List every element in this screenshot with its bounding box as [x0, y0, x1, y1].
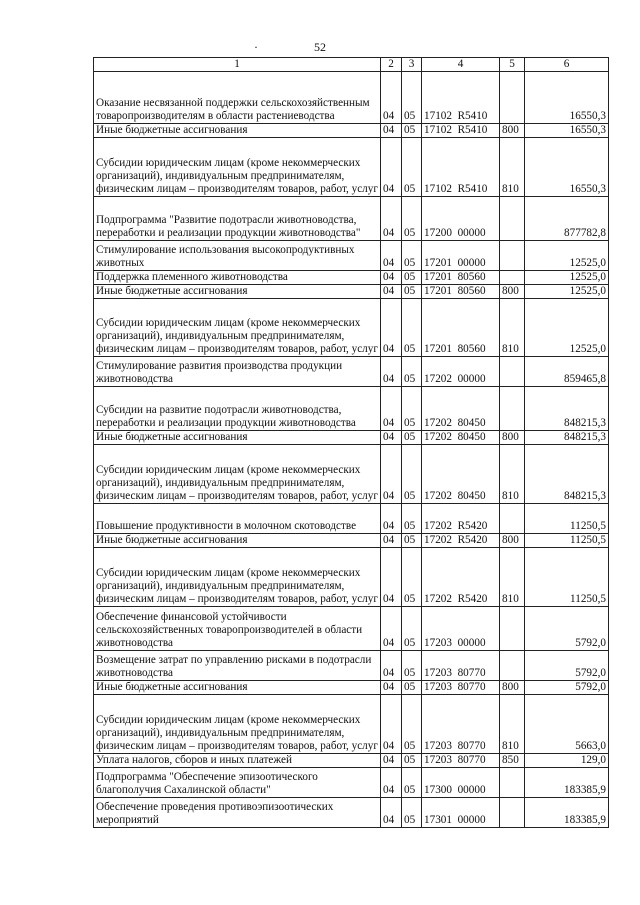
row-amount: 5792,0	[525, 607, 609, 651]
row-section: 04	[381, 387, 402, 431]
row-target-code: 17202 80450	[422, 387, 500, 431]
row-section: 04	[381, 431, 402, 445]
table-row	[94, 138, 609, 197]
row-expense-type: 800	[500, 534, 525, 548]
row-expense-type	[500, 357, 525, 387]
row-name: Поддержка племенного животноводства	[94, 271, 381, 285]
row-section: 04	[381, 548, 402, 607]
row-target-code: 17203 80770	[422, 681, 500, 695]
row-target-code: 17201 80560	[422, 271, 500, 285]
row-name: Возмещение затрат по управлению рисками в подотрасли животноводства	[94, 651, 381, 681]
row-section: 04	[381, 138, 402, 197]
table-row	[94, 241, 609, 271]
stray-mark: ·	[254, 40, 258, 54]
row-section: 04	[381, 271, 402, 285]
row-name: Стимулирование использования высокопродуктивных животных	[94, 241, 381, 271]
row-subsection: 05	[402, 241, 422, 271]
row-name: Обеспечение финансовой устойчивости сельскохозяйственных товаропроизводителей в области животноводства	[94, 607, 381, 651]
row-amount: 11250,5	[525, 504, 609, 534]
header-col-2: 2	[381, 58, 402, 72]
row-subsection: 05	[402, 357, 422, 387]
row-amount: 183385,9	[525, 768, 609, 798]
header-col-1: 1	[94, 58, 381, 72]
row-target-code: 17203 00000	[422, 607, 500, 651]
row-expense-type	[500, 768, 525, 798]
row-expense-type	[500, 607, 525, 651]
table-row	[94, 285, 609, 299]
row-amount: 11250,5	[525, 548, 609, 607]
row-subsection: 05	[402, 285, 422, 299]
row-name: Подпрограмма "Обеспечение эпизоотического благополучия Сахалинской области"	[94, 768, 381, 798]
row-name: Иные бюджетные ассигнования	[94, 285, 381, 299]
row-amount: 129,0	[525, 754, 609, 768]
table-row	[94, 357, 609, 387]
row-amount: 859465,8	[525, 357, 609, 387]
row-section: 04	[381, 504, 402, 534]
row-subsection: 05	[402, 695, 422, 754]
row-target-code: 17202 R5420	[422, 504, 500, 534]
row-target-code: 17202 80450	[422, 445, 500, 504]
table-row	[94, 651, 609, 681]
header-col-6: 6	[525, 58, 609, 72]
row-target-code: 17203 80770	[422, 651, 500, 681]
row-expense-type	[500, 651, 525, 681]
table-row	[94, 72, 609, 124]
row-section: 04	[381, 768, 402, 798]
row-expense-type: 810	[500, 445, 525, 504]
row-section: 04	[381, 695, 402, 754]
row-subsection: 05	[402, 271, 422, 285]
row-amount: 877782,8	[525, 197, 609, 241]
row-amount: 11250,5	[525, 534, 609, 548]
row-expense-type	[500, 271, 525, 285]
row-section: 04	[381, 681, 402, 695]
row-target-code: 17202 00000	[422, 357, 500, 387]
table-row	[94, 387, 609, 431]
table-row	[94, 534, 609, 548]
row-subsection: 05	[402, 124, 422, 138]
header-col-3: 3	[402, 58, 422, 72]
row-subsection: 05	[402, 387, 422, 431]
row-name: Оказание несвязанной поддержки сельскохозяйственным товаропроизводителям в области растениеводства	[94, 72, 381, 124]
row-amount: 5792,0	[525, 651, 609, 681]
row-subsection: 05	[402, 504, 422, 534]
row-amount: 5663,0	[525, 695, 609, 754]
row-expense-type: 800	[500, 681, 525, 695]
row-amount: 183385,9	[525, 798, 609, 828]
row-name: Повышение продуктивности в молочном скотоводстве	[94, 504, 381, 534]
row-subsection: 05	[402, 798, 422, 828]
row-name: Уплата налогов, сборов и иных платежей	[94, 754, 381, 768]
row-expense-type: 810	[500, 138, 525, 197]
row-section: 04	[381, 241, 402, 271]
row-expense-type: 810	[500, 548, 525, 607]
row-amount: 848215,3	[525, 445, 609, 504]
row-subsection: 05	[402, 72, 422, 124]
row-section: 04	[381, 357, 402, 387]
row-target-code: 17202 R5420	[422, 548, 500, 607]
row-subsection: 05	[402, 534, 422, 548]
row-amount: 848215,3	[525, 431, 609, 445]
table-row	[94, 695, 609, 754]
row-target-code: 17203 80770	[422, 695, 500, 754]
row-expense-type	[500, 72, 525, 124]
row-section: 04	[381, 798, 402, 828]
row-expense-type: 810	[500, 299, 525, 357]
row-name: Субсидии на развитие подотрасли животноводства, переработки и реализации продукции животноводства	[94, 387, 381, 431]
row-target-code: 17301 00000	[422, 798, 500, 828]
table-row	[94, 798, 609, 828]
row-expense-type: 800	[500, 285, 525, 299]
row-section: 04	[381, 607, 402, 651]
row-amount: 12525,0	[525, 299, 609, 357]
row-expense-type: 810	[500, 695, 525, 754]
row-section: 04	[381, 72, 402, 124]
table-row	[94, 607, 609, 651]
row-amount: 16550,3	[525, 124, 609, 138]
row-subsection: 05	[402, 299, 422, 357]
table-row	[94, 445, 609, 504]
table-row	[94, 504, 609, 534]
table-row	[94, 271, 609, 285]
table-row	[94, 548, 609, 607]
row-subsection: 05	[402, 681, 422, 695]
header-col-5: 5	[500, 58, 525, 72]
row-name: Субсидии юридическим лицам (кроме некоммерческих организаций), индивидуальным предпринимателям, физическим лицам – производителям товаров, работ, услуг	[94, 695, 381, 754]
row-name: Субсидии юридическим лицам (кроме некоммерческих организаций), индивидуальным предпринимателям, физическим лицам – производителям товаров, работ, услуг	[94, 299, 381, 357]
table-row	[94, 124, 609, 138]
row-target-code: 17102 R5410	[422, 138, 500, 197]
row-section: 04	[381, 124, 402, 138]
row-expense-type	[500, 798, 525, 828]
row-subsection: 05	[402, 607, 422, 651]
row-name: Субсидии юридическим лицам (кроме некоммерческих организаций), индивидуальным предпринимателям, физическим лицам – производителям товаров, работ, услуг	[94, 548, 381, 607]
row-expense-type: 800	[500, 431, 525, 445]
row-name: Иные бюджетные ассигнования	[94, 431, 381, 445]
row-section: 04	[381, 197, 402, 241]
row-section: 04	[381, 534, 402, 548]
row-name: Иные бюджетные ассигнования	[94, 681, 381, 695]
row-name: Иные бюджетные ассигнования	[94, 534, 381, 548]
page-number: 52	[314, 40, 326, 54]
row-amount: 12525,0	[525, 241, 609, 271]
budget-table	[93, 57, 609, 828]
row-target-code: 17201 00000	[422, 241, 500, 271]
row-amount: 848215,3	[525, 387, 609, 431]
row-name: Иные бюджетные ассигнования	[94, 124, 381, 138]
row-subsection: 05	[402, 445, 422, 504]
row-name: Субсидии юридическим лицам (кроме некоммерческих организаций), индивидуальным предпринимателям, физическим лицам – производителям товаров, работ, услуг	[94, 445, 381, 504]
row-amount: 16550,3	[525, 72, 609, 124]
row-expense-type	[500, 504, 525, 534]
row-target-code: 17202 80450	[422, 431, 500, 445]
row-target-code: 17201 80560	[422, 299, 500, 357]
row-subsection: 05	[402, 197, 422, 241]
row-subsection: 05	[402, 651, 422, 681]
table-row	[94, 431, 609, 445]
table-row	[94, 754, 609, 768]
table-row	[94, 768, 609, 798]
row-name: Подпрограмма "Развитие подотрасли животноводства, переработки и реализации продукции животноводства"	[94, 197, 381, 241]
table-row	[94, 299, 609, 357]
row-expense-type: 850	[500, 754, 525, 768]
row-target-code: 17102 R5410	[422, 72, 500, 124]
row-subsection: 05	[402, 431, 422, 445]
row-target-code: 17201 80560	[422, 285, 500, 299]
row-section: 04	[381, 651, 402, 681]
table-row	[94, 197, 609, 241]
row-expense-type	[500, 241, 525, 271]
row-target-code: 17102 R5410	[422, 124, 500, 138]
row-amount: 16550,3	[525, 138, 609, 197]
row-target-code: 17300 00000	[422, 768, 500, 798]
row-amount: 12525,0	[525, 271, 609, 285]
row-section: 04	[381, 445, 402, 504]
row-name: Субсидии юридическим лицам (кроме некоммерческих организаций), индивидуальным предпринимателям, физическим лицам – производителям товаров, работ, услуг	[94, 138, 381, 197]
row-amount: 12525,0	[525, 285, 609, 299]
row-target-code: 17203 80770	[422, 754, 500, 768]
row-section: 04	[381, 754, 402, 768]
row-target-code: 17202 R5420	[422, 534, 500, 548]
header-col-4: 4	[422, 58, 500, 72]
row-section: 04	[381, 285, 402, 299]
header-row	[94, 58, 609, 72]
row-subsection: 05	[402, 768, 422, 798]
row-name: Обеспечение проведения противоэпизоотических мероприятий	[94, 798, 381, 828]
row-name: Стимулирование развития производства продукции животноводства	[94, 357, 381, 387]
row-expense-type	[500, 197, 525, 241]
row-subsection: 05	[402, 548, 422, 607]
row-expense-type	[500, 387, 525, 431]
table-row	[94, 681, 609, 695]
row-subsection: 05	[402, 754, 422, 768]
row-expense-type: 800	[500, 124, 525, 138]
row-section: 04	[381, 299, 402, 357]
row-subsection: 05	[402, 138, 422, 197]
row-target-code: 17200 00000	[422, 197, 500, 241]
row-amount: 5792,0	[525, 681, 609, 695]
